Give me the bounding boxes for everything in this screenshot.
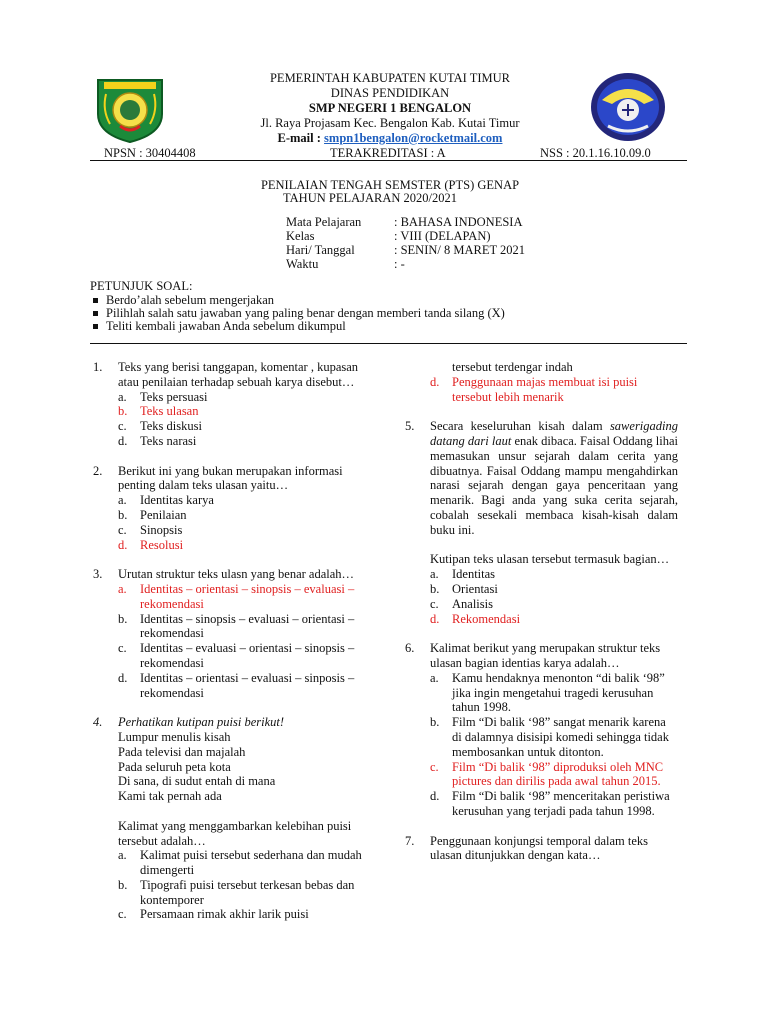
option-letter: a. — [430, 670, 439, 685]
option-letter: a. — [118, 493, 127, 508]
meta-value: : - — [394, 257, 405, 271]
option-d[interactable] — [430, 789, 678, 819]
option-a[interactable] — [430, 671, 678, 715]
nss: NSS : 20.1.16.10.09.0 — [540, 146, 651, 160]
question-number: 6. — [405, 641, 415, 656]
option-text: Rekomendasi — [452, 611, 521, 626]
question-text: Urutan struktur teks ulasn yang benar adalah… — [118, 567, 355, 582]
meta-class — [286, 229, 491, 243]
option-c[interactable] — [118, 523, 365, 538]
option-d[interactable] — [118, 434, 365, 449]
option-text: Penggunaan majas membuat isi puisi tersebut lebih menarik — [452, 374, 638, 404]
option-text: Teks persuasi — [140, 389, 208, 404]
question-5 — [405, 419, 678, 626]
email-label: E-mail : — [277, 131, 325, 145]
question-prompt: Kutipan teks ulasan tersebut termasuk bagian… — [430, 552, 670, 567]
book-title: sawerigading datang dari laut — [430, 419, 678, 448]
option-d-answer[interactable] — [118, 538, 365, 553]
option-a[interactable] — [118, 493, 365, 508]
option-letter: c. — [118, 641, 127, 656]
poem-line: Pada seluruh peta kota — [118, 759, 231, 774]
option-d-answer[interactable] — [430, 612, 678, 627]
option-text: Kamu hendaknya menonton “di balik ‘98” jika ingin mengetahui tragedi kerusuhan tahun 1998. — [452, 670, 665, 715]
option-letter: b. — [118, 404, 128, 419]
option-letter: b. — [118, 611, 128, 626]
option-b[interactable] — [118, 508, 365, 523]
left-column — [93, 360, 365, 922]
option-text: Film “Di balik ‘98” diproduksi oleh MNC pictures dan dirilis pada awal tahun 2015. — [452, 759, 664, 789]
instruction-text: Berdo’alah sebelum mengerjakan — [106, 293, 274, 307]
option-letter: c. — [430, 759, 439, 774]
option-text: Identitas — [452, 567, 496, 582]
option-c[interactable] — [118, 907, 365, 922]
instruction-text: Pilihlah salah satu jawaban yang paling benar dengan memberi tanda silang (X) — [106, 306, 505, 320]
question-number: 5. — [405, 419, 415, 434]
poem-line: Kami tak pernah ada — [118, 789, 222, 804]
option-letter: d. — [430, 374, 440, 389]
option-b[interactable] — [118, 612, 365, 642]
question-text: Berikut ini yang bukan merupakan informasi penting dalam teks ulasan yaitu… — [118, 463, 343, 493]
meta-key: Hari/ Tanggal — [286, 243, 355, 257]
meta-key: Kelas — [286, 229, 315, 243]
question-text: Teks yang berisi tanggapan, komentar , kupasan atau penilaian terhadap sebuah karya disebut… — [118, 360, 359, 389]
option-letter: a. — [118, 848, 127, 863]
meta-time — [286, 257, 405, 271]
question-1 — [93, 360, 365, 449]
header-school-name: SMP NEGERI 1 BENGALON — [308, 101, 472, 115]
option-text: Teks diskusi — [140, 419, 202, 434]
option-text: Teks narasi — [140, 433, 197, 448]
question-number: 4. — [93, 715, 103, 730]
option-b[interactable] — [430, 582, 678, 597]
kutai-timur-regency-logo — [92, 74, 168, 144]
option-a-answer[interactable] — [118, 582, 365, 612]
option-text: Identitas – orientasi – sinopsis – evaluasi – rekomendasi — [140, 581, 355, 611]
option-text: Orientasi — [452, 581, 498, 596]
right-column — [405, 360, 678, 863]
option-c[interactable] — [118, 419, 365, 434]
option-text-continued: tersebut terdengar indah — [452, 360, 573, 374]
meta-date — [286, 243, 525, 257]
school-logo — [588, 70, 668, 144]
option-c[interactable] — [118, 641, 365, 671]
option-text: Identitas – evaluasi – orientasi – sinopsis – rekomendasi — [140, 641, 355, 670]
option-letter: d. — [118, 670, 128, 685]
npsn: NPSN : 30404408 — [104, 146, 196, 160]
question-4 — [93, 715, 365, 922]
option-c-continued — [430, 360, 678, 375]
header-department: DINAS PENDIDIKAN — [330, 86, 450, 100]
question-text: Penggunaan konjungsi temporal dalam teks ulasan ditunjukkan dengan kata… — [430, 833, 649, 863]
instruction-text: Teliti kembali jawaban Anda sebelum dikumpul — [106, 319, 346, 333]
option-text: Sinopsis — [140, 522, 183, 537]
header-email — [245, 131, 535, 146]
option-c-answer[interactable] — [430, 760, 678, 790]
poem-line: Di sana, di sudut entah di mana — [118, 774, 276, 789]
meta-key: Waktu — [286, 257, 319, 271]
option-letter: c. — [430, 596, 439, 611]
option-letter: d. — [118, 433, 128, 448]
option-text: Film “Di balik ‘98” menceritakan peristiwa kerusuhan yang terjadi pada tahun 1998. — [452, 789, 670, 818]
header-divider — [90, 160, 687, 161]
question-number: 1. — [93, 360, 103, 374]
option-a[interactable] — [118, 848, 365, 878]
option-text: Film “Di balik ‘98” sangat menarik karena di dalamnya disisipi komedi sehingga tidak membosankan untuk ditonton. — [452, 715, 669, 759]
question-6 — [405, 641, 678, 819]
instruction-item — [93, 320, 346, 333]
option-letter: b. — [430, 581, 440, 596]
question-number: 3. — [93, 567, 103, 582]
poem-line: Lumpur menulis kisah — [118, 729, 231, 744]
question-prompt: Kalimat yang menggambarkan kelebihan puisi tersebut adalah… — [118, 818, 352, 848]
question-text: Kalimat berikut yang merupakan struktur teks ulasan bagian identias karya adalah… — [430, 641, 661, 670]
question-3 — [93, 567, 365, 700]
option-letter: b. — [430, 715, 440, 730]
question-text: Perhatikan kutipan puisi berikut! — [118, 715, 285, 730]
meta-key: Mata Pelajaran — [286, 215, 362, 229]
question-2 — [93, 464, 365, 553]
email-link[interactable]: smpn1bengalon@rocketmail.com — [324, 131, 503, 145]
option-text: Kalimat puisi tersebut sederhana dan mudah dimengerti — [140, 848, 362, 878]
option-c[interactable] — [430, 597, 678, 612]
question-7 — [405, 834, 678, 864]
option-letter: a. — [118, 389, 127, 404]
exam-title: PENILAIAN TENGAH SEMSTER (PTS) GENAP — [260, 178, 520, 192]
option-letter: b. — [118, 507, 128, 522]
option-a[interactable] — [118, 390, 365, 405]
instructions-title: PETUNJUK SOAL: — [90, 279, 193, 293]
option-b[interactable] — [118, 878, 365, 908]
header-address: Jl. Raya Projasam Kec. Bengalon Kab. Kutai Timur — [260, 116, 520, 130]
option-text: Identitas – sinopsis – evaluasi – orientasi – rekomendasi — [140, 611, 355, 641]
question-number: 7. — [405, 833, 415, 848]
option-text: Identitas karya — [140, 493, 214, 508]
option-letter: d. — [430, 611, 440, 626]
meta-subject — [286, 215, 522, 229]
meta-value: : BAHASA INDONESIA — [394, 215, 523, 229]
option-text: Penilaian — [140, 507, 187, 522]
option-letter: d. — [430, 789, 440, 804]
question-number: 2. — [93, 463, 103, 478]
option-text: Persamaan rimak akhir larik puisi — [140, 907, 309, 922]
option-letter: a. — [118, 581, 127, 596]
header-government: PEMERINTAH KABUPATEN KUTAI TIMUR — [269, 71, 511, 85]
option-letter: c. — [118, 419, 127, 434]
option-text: Teks ulasan — [140, 404, 199, 419]
option-b-answer[interactable] — [118, 404, 365, 419]
option-text: Resolusi — [140, 537, 184, 552]
option-text: Identitas – orientasi – evaluasi – sinposis – rekomendasi — [140, 670, 355, 700]
bullet-icon — [93, 311, 98, 316]
poem-line: Pada televisi dan majalah — [118, 744, 246, 759]
meta-value: : VIII (DELAPAN) — [394, 229, 491, 243]
option-letter: c. — [118, 522, 127, 537]
option-letter: d. — [118, 537, 128, 552]
option-letter: b. — [118, 877, 128, 892]
question-text-part: Secara keseluruhan kisah dalam — [430, 419, 610, 434]
meta-value: : SENIN/ 8 MARET 2021 — [394, 243, 526, 257]
bullet-icon — [93, 298, 98, 303]
option-letter: c. — [118, 907, 127, 922]
section-divider — [90, 343, 687, 344]
option-text: Analisis — [452, 596, 493, 611]
accreditation: TERAKREDITASI : A — [330, 146, 446, 160]
option-letter: a. — [430, 567, 439, 582]
option-d-answer[interactable] — [430, 375, 678, 405]
option-b[interactable] — [430, 715, 678, 759]
option-text: Tipografi puisi tersebut terkesan bebas dan kontemporer — [140, 877, 355, 907]
option-d[interactable] — [118, 671, 365, 701]
option-a[interactable] — [430, 567, 678, 582]
exam-year: TAHUN PELAJARAN 2020/2021 — [283, 191, 457, 205]
question-text — [430, 419, 678, 537]
bullet-icon — [93, 324, 98, 329]
question-text-part: enak dibaca. Faisal Oddang lihai memasukan unsur sejarah dalam cerita yang dibuatnya. Faisal Oddang mampu mengahdirkan narasi sejarah dengan gaya penceritaan yang menarik. Bagi anda yang suka cerita sejarah, cobalah sesekali membaca kisah-kisah dalam buku ini. — [430, 433, 678, 537]
